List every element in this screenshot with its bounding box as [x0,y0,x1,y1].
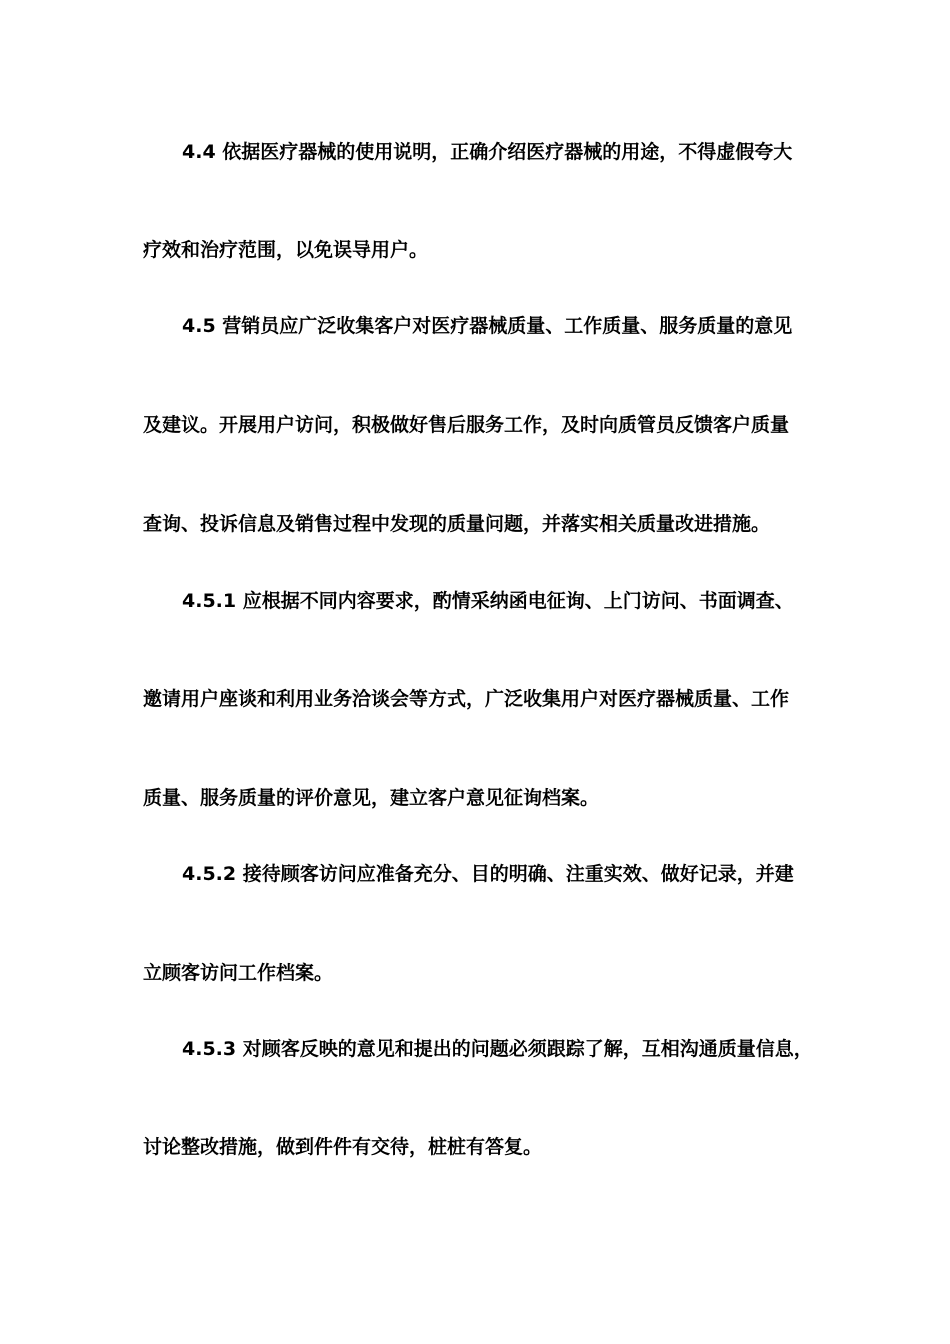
paragraph-4-5-3-line-2: 讨论整改措施，做到件件有交待，桩桩有答复。 [143,1136,543,1158]
paragraph-4-5-2-line-1: 4.5.2 接待顾客访问应准备充分、目的明确、注重实效、做好记录，并建 [182,863,794,885]
paragraph-4-5-line-2: 及建议。开展用户访问，积极做好售后服务工作，及时向质管员反馈客户质量 [143,414,790,436]
paragraph-4-4-line-1: 4.4 依据医疗器械的使用说明，正确介绍医疗器械的用途，不得虚假夸大 [182,141,793,163]
paragraph-4-4-line-2: 疗效和治疗范围，以免误导用户。 [143,239,429,261]
paragraph-4-5-1-line-1: 4.5.1 应根据不同内容要求，酌情采纳函电征询、上门访问、书面调查、 [182,590,794,612]
paragraph-4-5-1-line-3: 质量、服务质量的评价意见，建立客户意见征询档案。 [143,787,600,809]
paragraph-4-5-line-1: 4.5 营销员应广泛收集客户对医疗器械质量、工作质量、服务质量的意见 [182,315,793,337]
paragraph-4-5-line-3: 查询、投诉信息及销售过程中发现的质量问题，并落实相关质量改进措施。 [143,513,771,535]
paragraph-4-5-3-line-1: 4.5.3 对顾客反映的意见和提出的问题必须跟踪了解，互相沟通质量信息， [182,1038,813,1060]
paragraph-4-5-2-line-2: 立顾客访问工作档案。 [143,962,334,984]
paragraph-4-5-1-line-2: 邀请用户座谈和利用业务洽谈会等方式，广泛收集用户对医疗器械质量、工作 [143,688,790,710]
